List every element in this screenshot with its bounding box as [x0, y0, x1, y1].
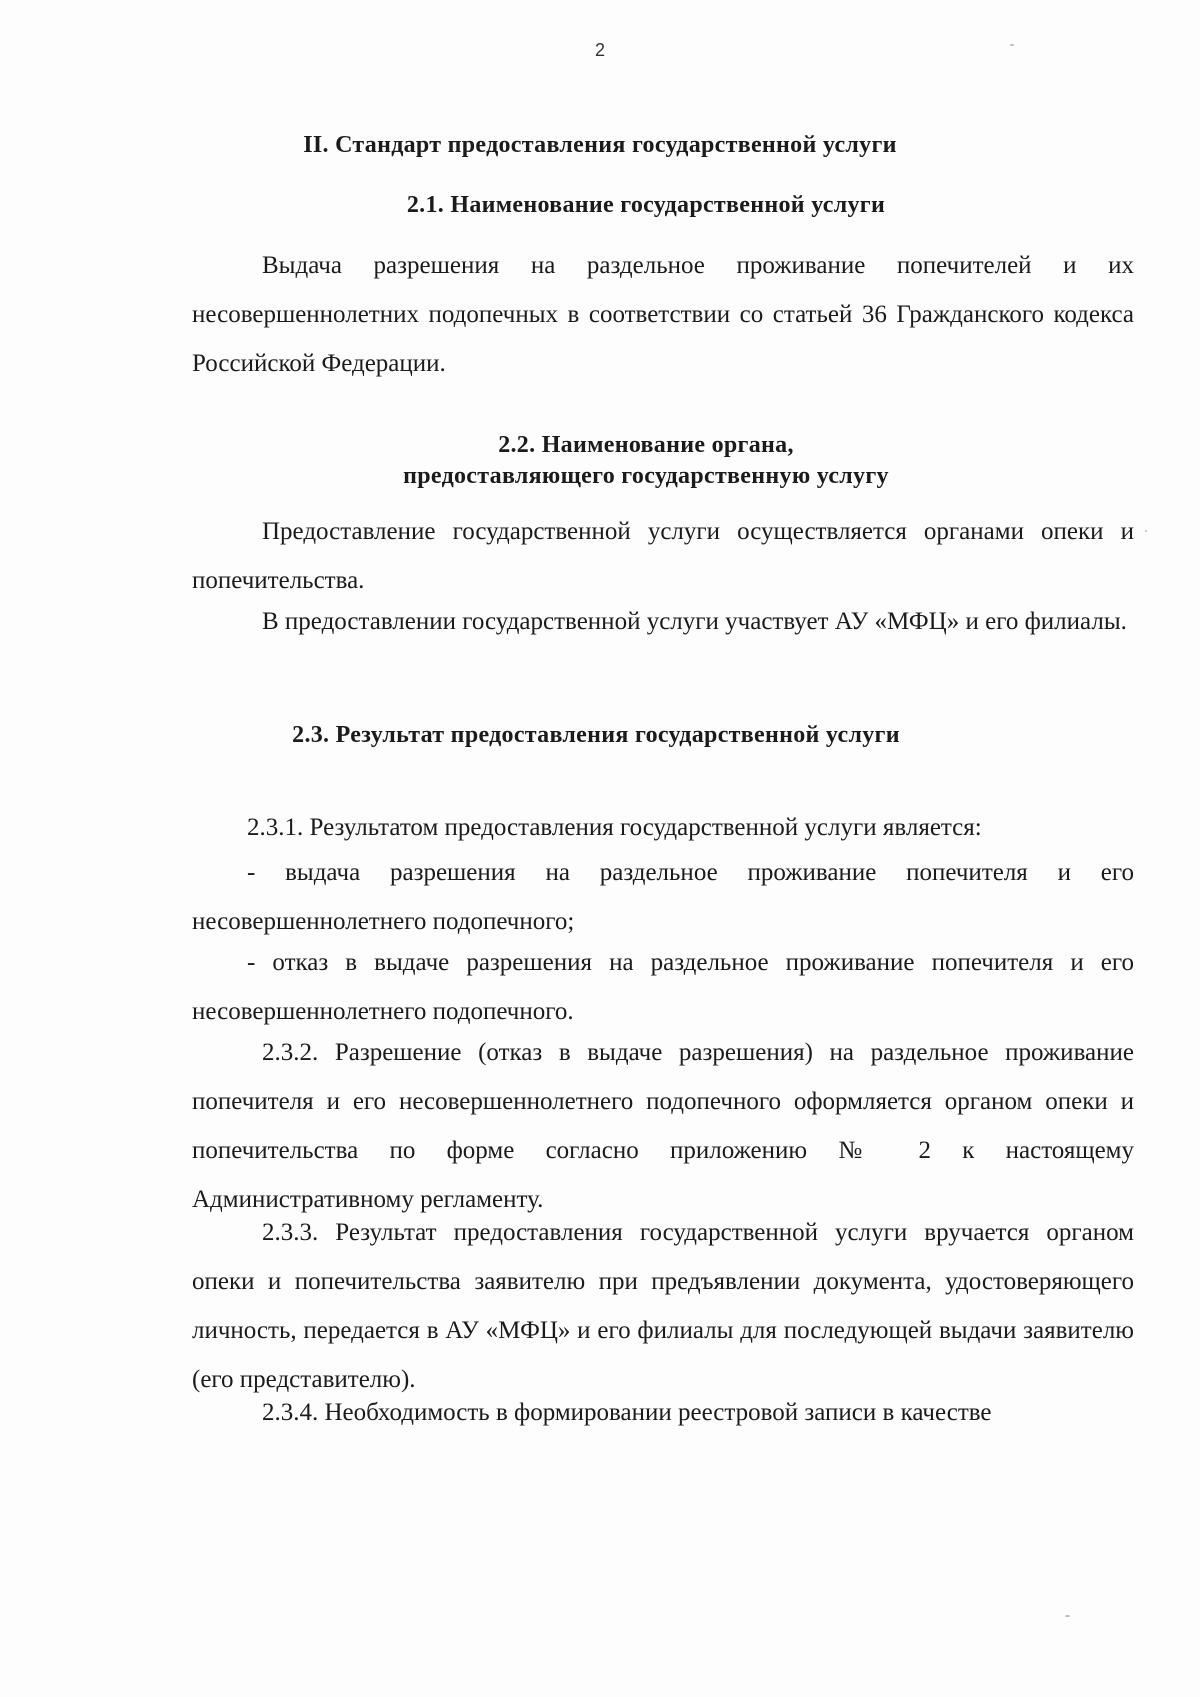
- heading-2-2-line2: предоставляющего государственную услугу: [403, 463, 889, 489]
- heading-2-3: 2.3. Результат предоставления государственной услуги: [292, 722, 900, 748]
- scan-speck: [1145, 530, 1147, 532]
- paragraph-2-2-1: Предоставление государственной услуги осуществляется органами опеки и попечительства.: [192, 518, 1134, 594]
- paragraph-2-3-3: 2.3.3. Результат предоставления государственной услуги вручается органом опеки и попечительства заявителю при предъявлении документа, удостоверяющего личность, передается в АУ «МФЦ» и его филиалы для последующей выдачи заявителю (его представителю).: [192, 1219, 1134, 1393]
- paragraph-2-2-2: В предоставлении государственной услуги участвует АУ «МФЦ» и его филиалы.: [262, 608, 1127, 635]
- heading-2-2-line1: 2.2. Наименование органа,: [498, 432, 794, 458]
- list-item-issue-permit: - выдача разрешения на раздельное проживание попечителя и его несовершеннолетнего подопечного;: [192, 859, 1134, 935]
- scan-speck: [1065, 1615, 1070, 1617]
- page-number: 2: [594, 40, 605, 60]
- paragraph-2-3-4: 2.3.4. Необходимость в формировании реестровой записи в качестве: [262, 1399, 992, 1426]
- section-title: II. Стандарт предоставления государственной услуги: [303, 132, 897, 158]
- list-item-refusal: - отказ в выдаче разрешения на раздельное проживание попечителя и его несовершеннолетнего подопечного.: [192, 949, 1134, 1025]
- paragraph-2-1: Выдача разрешения на раздельное проживание попечителей и их несовершеннолетних подопечных в соответствии со статьей 36 Гражданского кодекса Российской Федерации.: [192, 252, 1134, 377]
- paragraph-2-3-1: 2.3.1. Результатом предоставления государственной услуги является:: [247, 814, 982, 841]
- scan-speck: [1010, 44, 1014, 46]
- paragraph-2-3-2: 2.3.2. Разрешение (отказ в выдаче разрешения) на раздельное проживание попечителя и его несовершеннолетнего подопечного оформляется органом опеки и попечительства по форме согласно приложению № 2 к настоящему Административному регламенту.: [192, 1039, 1134, 1213]
- heading-2-1: 2.1. Наименование государственной услуги: [406, 192, 886, 218]
